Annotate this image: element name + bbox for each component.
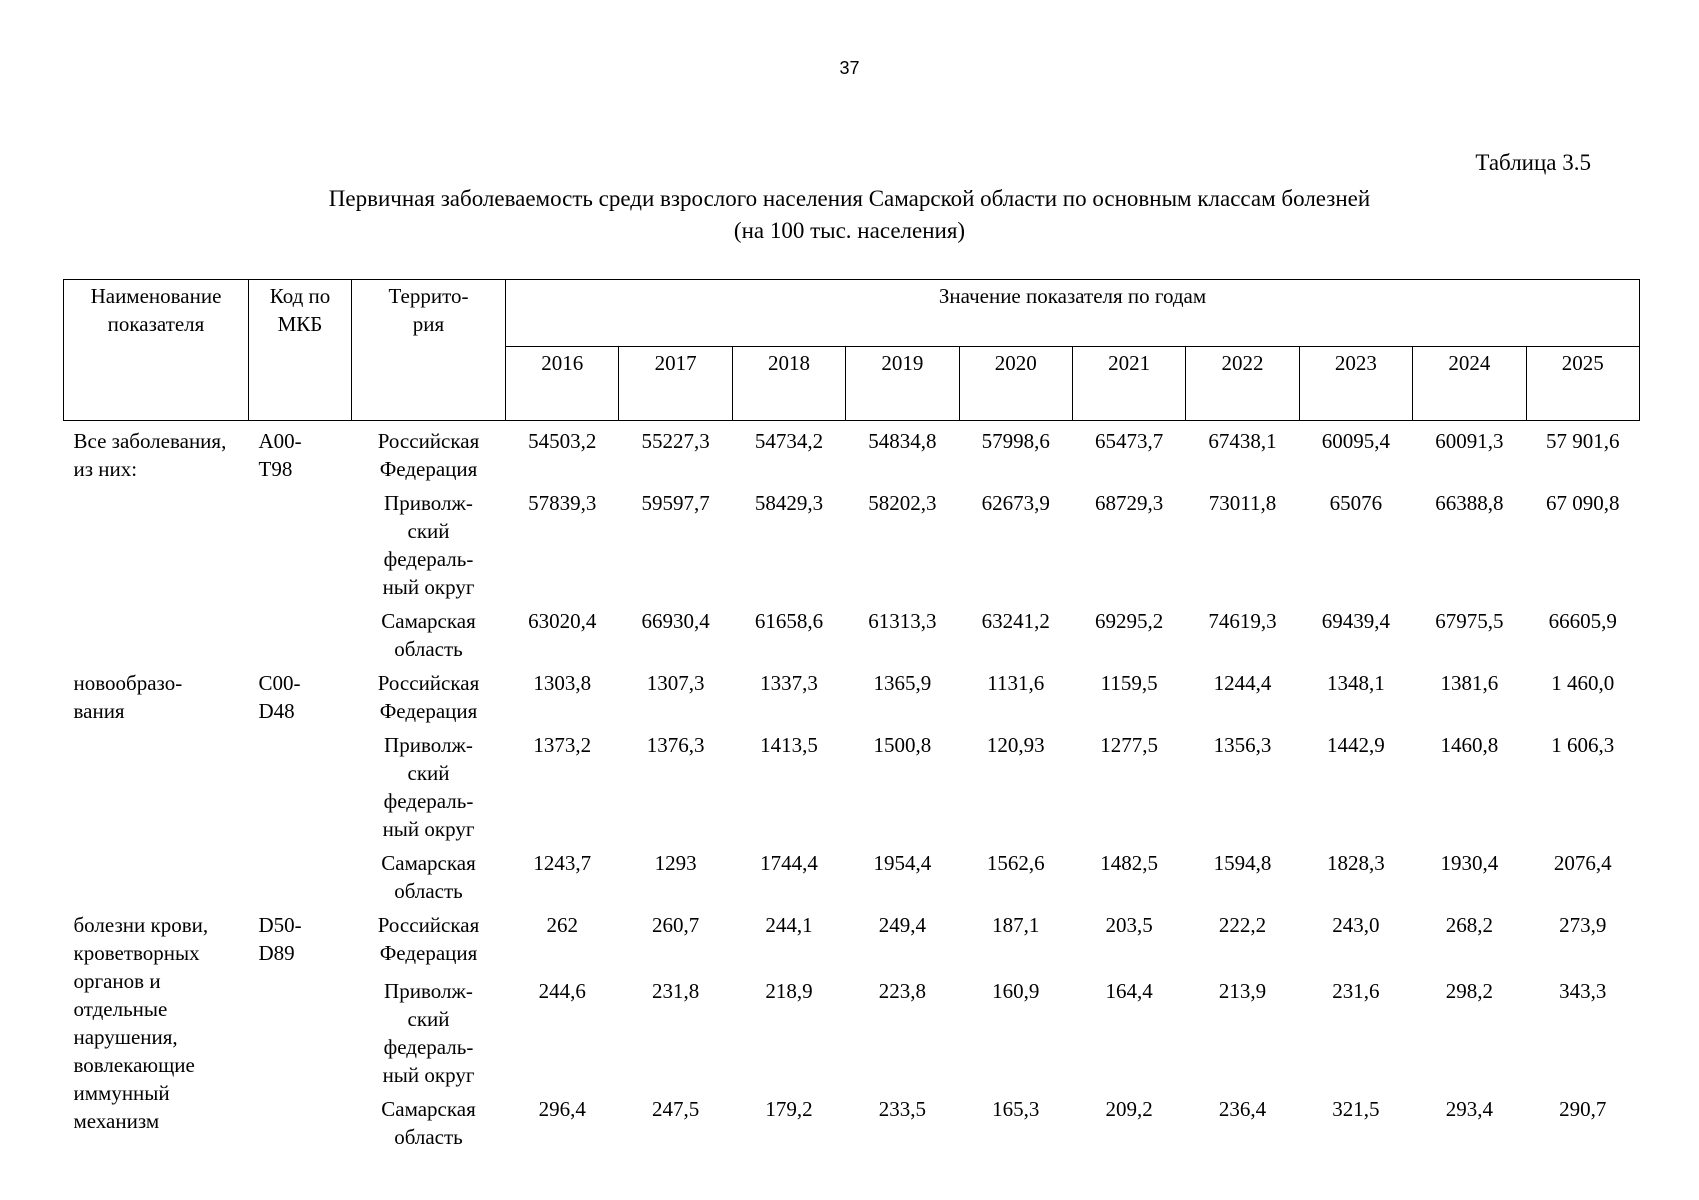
value-cell: 65473,7 [1095,429,1164,453]
table-title-line-1: Первичная заболеваемость среди взрослого населения Самарской области по основным классам болезней [328,186,1371,211]
morbidity-table [63,279,1640,1151]
header-year-2020: 2020 [959,347,1072,421]
value-cell: 164,4 [1105,979,1153,1003]
value-cell: 60095,4 [1321,429,1391,453]
territory: Российская Федерация [377,913,480,965]
table-label: Таблица 3.5 [1475,150,1591,175]
value-cell: 54503,2 [528,429,597,453]
header-code: Код по МКБ [249,280,352,421]
table-header [64,280,1640,421]
table-row [64,663,1640,725]
header-year-2019: 2019 [846,347,959,421]
value-cell: 236,4 [1218,1097,1267,1121]
value-cell: 231,6 [1332,979,1380,1003]
value-cell: 55227,3 [641,429,710,453]
indicator-name: новообразо- вания [73,671,183,723]
value-cell: 1303,8 [533,671,592,695]
value-cell: 66388,8 [1435,491,1504,515]
value-cell: 273,9 [1559,913,1607,937]
territory: Самарская область [381,609,476,661]
value-cell: 1442,9 [1327,733,1385,757]
value-cell: 57839,3 [528,491,597,515]
value-cell: 1376,3 [646,733,705,757]
value-cell: 160,9 [992,979,1040,1003]
icd-code: D50- D89 [258,913,302,965]
value-cell: 1413,5 [760,733,818,757]
value-cell: 1365,9 [873,671,932,695]
value-cell: 222,2 [1218,913,1267,937]
icd-code: A00- T98 [258,429,302,481]
value-cell: 61658,6 [754,609,824,633]
value-cell: 1293 [654,851,697,875]
value-cell: 343,3 [1559,979,1607,1003]
value-cell: 62673,9 [981,491,1050,515]
value-cell: 58202,3 [868,491,937,515]
value-cell: 231,8 [651,979,700,1003]
value-cell: 1562,6 [986,851,1045,875]
territory: Приволж- ский федераль- ный округ [382,979,475,1087]
value-cell: 1277,5 [1100,733,1159,757]
icd-code: C00- D48 [258,671,301,723]
value-cell: 321,5 [1332,1097,1380,1121]
value-cell: 1594,8 [1213,851,1272,875]
header-year-2017: 2017 [619,347,732,421]
value-cell: 179,2 [765,1097,813,1121]
value-cell: 268,2 [1445,913,1493,937]
value-cell: 58429,3 [754,491,824,515]
territory: Приволж- ский федераль- ный округ [382,733,475,841]
header-values-by-year: Значение показателя по годам [506,280,1640,347]
header-year-2022: 2022 [1186,347,1299,421]
value-cell: 1244,4 [1213,671,1272,695]
value-cell: 54734,2 [754,429,824,453]
header-year-2016: 2016 [506,347,619,421]
value-cell: 249,4 [878,913,926,937]
value-cell: 247,5 [651,1097,700,1121]
value-cell: 73011,8 [1208,491,1277,515]
header-year-2018: 2018 [732,347,845,421]
table-body [64,421,1640,1152]
value-cell: 63241,2 [981,609,1050,633]
value-cell: 244,1 [765,913,813,937]
value-cell: 60091,3 [1435,429,1504,453]
header-year-2024: 2024 [1413,347,1526,421]
value-cell: 298,2 [1445,979,1493,1003]
value-cell: 296,4 [538,1097,586,1121]
value-cell: 1381,6 [1440,671,1499,695]
value-cell: 1 460,0 [1551,671,1615,695]
value-cell: 57 901,6 [1546,429,1620,453]
value-cell: 1243,7 [533,851,592,875]
value-cell: 203,5 [1105,913,1153,937]
value-cell: 187,1 [992,913,1040,937]
value-cell: 61313,3 [868,609,937,633]
value-cell: 69295,2 [1095,609,1164,633]
value-cell: 260,7 [651,913,700,937]
value-cell: 1307,3 [646,671,705,695]
page-number: 37 [839,58,860,78]
value-cell: 290,7 [1559,1097,1607,1121]
territory: Самарская область [381,1097,476,1149]
indicator-name: Все заболевания, из них: [73,429,227,481]
value-cell: 244,6 [538,979,586,1003]
table-row [64,421,1640,484]
value-cell: 120,93 [986,733,1045,757]
value-cell: 1460,8 [1440,733,1499,757]
header-territory [352,280,506,421]
territory: Самарская область [381,851,476,903]
value-cell: 218,9 [765,979,813,1003]
table-title [0,183,1699,247]
value-cell: 2076,4 [1553,851,1612,875]
value-cell: 233,5 [878,1097,926,1121]
value-cell: 223,8 [878,979,926,1003]
value-cell: 54834,8 [868,429,937,453]
value-cell: 243,0 [1332,913,1380,937]
header-territory-text: Террито- рия [388,284,469,336]
table-title-line-2: (на 100 тыс. населения) [733,218,966,243]
value-cell: 1 606,3 [1551,733,1615,757]
value-cell: 1930,4 [1440,851,1499,875]
header-year-2021: 2021 [1072,347,1185,421]
value-cell: 66930,4 [641,609,710,633]
value-cell: 67 090,8 [1546,491,1620,515]
header-name: Наименование показателя [64,280,249,421]
value-cell: 65076 [1329,491,1383,515]
value-cell: 67975,5 [1435,609,1504,633]
value-cell: 57998,6 [981,429,1050,453]
value-cell: 1482,5 [1100,851,1159,875]
value-cell: 262 [546,913,578,937]
header-year-2025: 2025 [1526,347,1639,421]
value-cell: 1348,1 [1327,671,1385,695]
value-cell: 293,4 [1445,1097,1493,1121]
value-cell: 165,3 [992,1097,1040,1121]
territory: Приволж- ский федераль- ный округ [382,491,475,599]
value-cell: 1131,6 [987,671,1045,695]
value-cell: 69439,4 [1321,609,1391,633]
value-cell: 1337,3 [760,671,818,695]
value-cell: 67438,1 [1208,429,1277,453]
value-cell: 68729,3 [1095,491,1164,515]
indicator-name: болезни крови, кроветворных органов и отдельные нарушения, вовлекающие иммунный механизм [73,913,209,1133]
value-cell: 66605,9 [1548,609,1617,633]
value-cell: 1828,3 [1327,851,1385,875]
value-cell: 1356,3 [1213,733,1272,757]
value-cell: 1954,4 [873,851,932,875]
value-cell: 213,9 [1218,979,1267,1003]
value-cell: 209,2 [1105,1097,1153,1121]
territory: Российская Федерация [377,429,480,481]
territory: Российская Федерация [377,671,480,723]
value-cell: 1159,5 [1100,671,1158,695]
value-cell: 74619,3 [1208,609,1277,633]
value-cell: 1500,8 [873,733,932,757]
table-row [64,905,1640,967]
value-cell: 1744,4 [760,851,818,875]
value-cell: 63020,4 [528,609,597,633]
value-cell: 1373,2 [533,733,592,757]
header-year-2023: 2023 [1299,347,1412,421]
value-cell: 59597,7 [641,491,710,515]
